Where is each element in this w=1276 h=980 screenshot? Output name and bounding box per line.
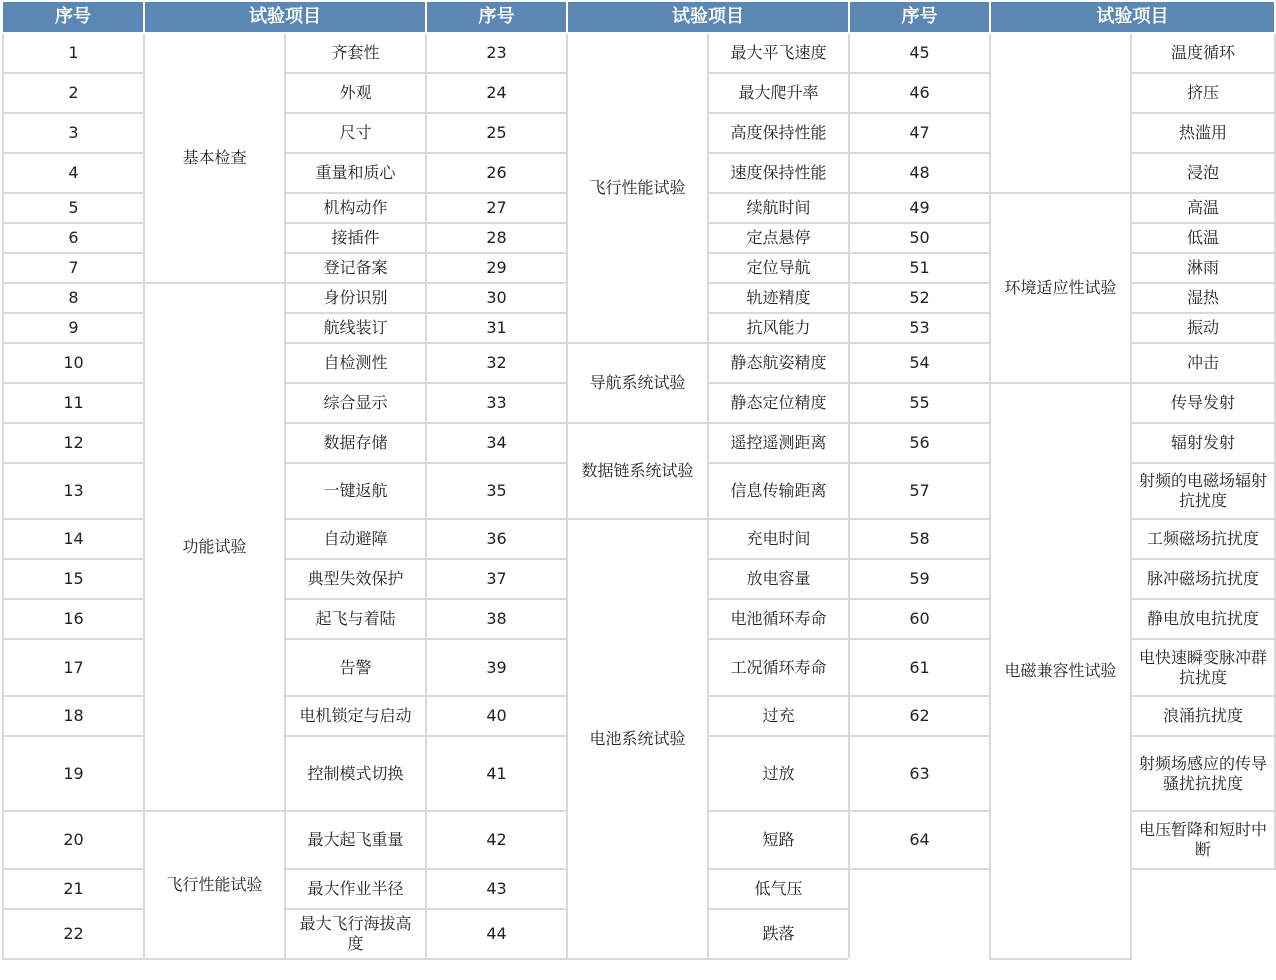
seq-cell: 62 [849,696,990,736]
seq-cell: 27 [426,193,567,223]
item-cell: 自动避障 [285,519,426,559]
item-cell: 自检测性 [285,343,426,383]
item-cell: 浪涌抗扰度 [1131,696,1275,736]
item-cell: 挤压 [1131,73,1275,113]
seq-cell: 20 [3,811,144,869]
seq-cell: 42 [426,811,567,869]
item-cell: 抗风能力 [708,313,849,343]
item-cell: 告警 [285,639,426,696]
item-cell: 综合显示 [285,383,426,423]
item-cell: 尺寸 [285,113,426,153]
item-cell: 接插件 [285,223,426,253]
seq-cell: 51 [849,253,990,283]
item-cell: 电机锁定与启动 [285,696,426,736]
group-cell-nav: 导航系统试验 [567,343,708,423]
item-cell: 静态航姿精度 [708,343,849,383]
group-cell-battery: 电池系统试验 [567,519,708,959]
seq-cell: 39 [426,639,567,696]
item-cell: 充电时间 [708,519,849,559]
seq-cell: 2 [3,73,144,113]
seq-cell: 41 [426,736,567,811]
header-item: 试验项目 [144,2,426,33]
seq-cell: 56 [849,423,990,463]
group-cell-basic: 基本检查 [144,33,285,283]
item-cell: 放电容量 [708,559,849,599]
item-cell: 电快速瞬变脉冲群抗扰度 [1131,639,1275,696]
item-cell: 起飞与着陆 [285,599,426,639]
seq-cell: 19 [3,736,144,811]
seq-cell: 23 [426,33,567,73]
seq-cell: 43 [426,869,567,909]
item-cell: 典型失效保护 [285,559,426,599]
seq-cell: 11 [3,383,144,423]
header-seq: 序号 [426,2,567,33]
seq-cell: 7 [3,253,144,283]
seq-cell: 24 [426,73,567,113]
seq-cell: 29 [426,253,567,283]
seq-cell: 52 [849,283,990,313]
item-cell: 定点悬停 [708,223,849,253]
seq-cell: 18 [3,696,144,736]
item-cell: 低温 [1131,223,1275,253]
group-cell-emc: 电磁兼容性试验 [990,383,1131,959]
item-cell: 辐射发射 [1131,423,1275,463]
item-cell: 齐套性 [285,33,426,73]
item-cell: 热滥用 [1131,113,1275,153]
seq-cell: 60 [849,599,990,639]
item-cell: 信息传输距离 [708,463,849,519]
seq-cell: 1 [3,33,144,73]
item-cell: 温度循环 [1131,33,1275,73]
item-cell: 数据存储 [285,423,426,463]
seq-cell: 36 [426,519,567,559]
item-cell: 控制模式切换 [285,736,426,811]
seq-cell: 5 [3,193,144,223]
seq-cell: 14 [3,519,144,559]
table-row [3,33,1275,73]
item-cell: 浸泡 [1131,153,1275,193]
seq-cell: 34 [426,423,567,463]
item-cell: 身份识别 [285,283,426,313]
seq-cell: 38 [426,599,567,639]
seq-cell: 44 [426,909,567,959]
group-cell-flight-2: 飞行性能试验 [144,811,285,959]
seq-cell: 3 [3,113,144,153]
item-cell: 遥控遥测距离 [708,423,849,463]
seq-cell: 13 [3,463,144,519]
item-cell: 工频磁场抗扰度 [1131,519,1275,559]
item-cell: 冲击 [1131,343,1275,383]
item-cell: 定位导航 [708,253,849,283]
seq-cell: 16 [3,599,144,639]
header-seq: 序号 [3,2,144,33]
seq-cell: 48 [849,153,990,193]
seq-cell: 28 [426,223,567,253]
seq-cell: 57 [849,463,990,519]
item-cell: 续航时间 [708,193,849,223]
group-cell-datalink: 数据链系统试验 [567,423,708,519]
item-cell: 湿热 [1131,283,1275,313]
seq-cell: 9 [3,313,144,343]
item-cell: 淋雨 [1131,253,1275,283]
seq-cell: 53 [849,313,990,343]
seq-cell: 22 [3,909,144,959]
item-cell: 振动 [1131,313,1275,343]
seq-cell: 64 [849,811,990,869]
item-cell: 射频的电磁场辐射抗扰度 [1131,463,1275,519]
item-cell: 最大飞行海拔高度 [285,909,426,959]
item-cell: 最大平飞速度 [708,33,849,73]
item-cell: 过充 [708,696,849,736]
item-cell: 静态定位精度 [708,383,849,423]
seq-cell: 40 [426,696,567,736]
seq-cell: 12 [3,423,144,463]
item-cell: 最大爬升率 [708,73,849,113]
item-cell: 轨迹精度 [708,283,849,313]
item-cell: 航线装订 [285,313,426,343]
seq-cell: 47 [849,113,990,153]
seq-cell: 6 [3,223,144,253]
item-cell: 最大作业半径 [285,869,426,909]
item-cell: 速度保持性能 [708,153,849,193]
seq-cell: 15 [3,559,144,599]
item-cell: 高度保持性能 [708,113,849,153]
item-cell: 跌落 [708,909,849,959]
test-items-table [2,2,1276,960]
seq-cell: 54 [849,343,990,383]
item-cell: 射频场感应的传导骚扰抗扰度 [1131,736,1275,811]
group-cell-function: 功能试验 [144,283,285,811]
item-cell: 电压暂降和短时中断 [1131,811,1275,869]
item-cell: 工况循环寿命 [708,639,849,696]
seq-cell: 45 [849,33,990,73]
header-item: 试验项目 [990,2,1275,33]
seq-cell: 59 [849,559,990,599]
item-cell: 电池循环寿命 [708,599,849,639]
item-cell: 低气压 [708,869,849,909]
seq-cell: 55 [849,383,990,423]
item-cell: 传导发射 [1131,383,1275,423]
seq-cell: 63 [849,736,990,811]
seq-cell: 25 [426,113,567,153]
seq-cell: 50 [849,223,990,253]
seq-cell: 17 [3,639,144,696]
seq-cell: 58 [849,519,990,559]
seq-cell: 4 [3,153,144,193]
seq-cell: 32 [426,343,567,383]
seq-cell: 8 [3,283,144,313]
item-cell: 短路 [708,811,849,869]
seq-cell: 31 [426,313,567,343]
group-cell-env: 环境适应性试验 [990,193,1131,383]
empty-area [849,869,1275,959]
item-cell: 重量和质心 [285,153,426,193]
item-cell: 脉冲磁场抗扰度 [1131,559,1275,599]
seq-cell: 10 [3,343,144,383]
header-row [3,2,1275,33]
item-cell: 一键返航 [285,463,426,519]
seq-cell: 30 [426,283,567,313]
item-cell: 外观 [285,73,426,113]
seq-cell: 26 [426,153,567,193]
header-item: 试验项目 [567,2,849,33]
item-cell: 登记备案 [285,253,426,283]
item-cell: 高温 [1131,193,1275,223]
group-cell-flight: 飞行性能试验 [567,33,708,343]
seq-cell: 21 [3,869,144,909]
item-cell: 静电放电抗扰度 [1131,599,1275,639]
seq-cell: 49 [849,193,990,223]
item-cell: 过放 [708,736,849,811]
seq-cell: 33 [426,383,567,423]
header-seq: 序号 [849,2,990,33]
group-cell-env-top [990,33,1131,193]
seq-cell: 61 [849,639,990,696]
seq-cell: 37 [426,559,567,599]
seq-cell: 35 [426,463,567,519]
seq-cell: 46 [849,73,990,113]
item-cell: 机构动作 [285,193,426,223]
item-cell: 最大起飞重量 [285,811,426,869]
